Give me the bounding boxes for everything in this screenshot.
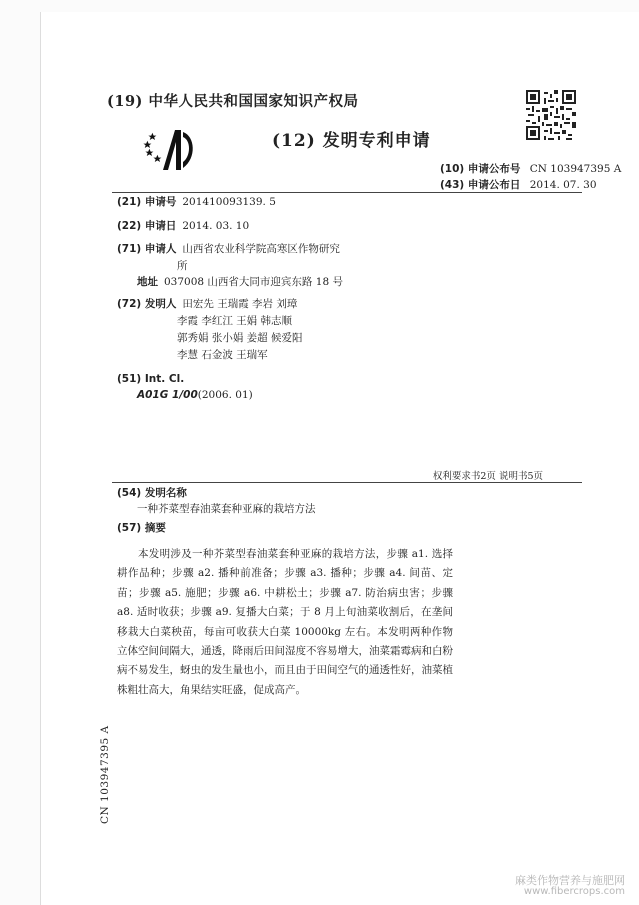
inventor-line2: 李霞 李红江 王娟 韩志顺 [177, 315, 293, 327]
address-value: 037008 山西省大同市迎宾东路 18 号 [164, 276, 343, 288]
publication-number [440, 161, 621, 176]
publication-date [440, 177, 597, 192]
int-cl-value [137, 388, 253, 403]
ipc-version: (2006. 01) [197, 389, 253, 401]
invention-title: 一种芥菜型春油菜套种亚麻的栽培方法 [137, 503, 316, 515]
application-number [117, 195, 276, 210]
application-number-value: 201410093139. 5 [182, 196, 276, 208]
pages-rule [112, 482, 582, 483]
address-label: 地址 [137, 276, 158, 288]
authority-header: (19) 中华人民共和国国家知识产权局 [107, 93, 359, 110]
publication-number-value: CN 103947395 A [529, 163, 622, 175]
applicant-value-line1: 山西省农业科学院高寒区作物研究 [182, 243, 340, 255]
inventor-line3: 郭秀娟 张小娟 姜超 候爱阳 [177, 332, 303, 344]
abstract-text [117, 545, 453, 700]
applicant-value-line2: 所 [177, 260, 188, 272]
filing-date-label: (22) 申请日 [117, 220, 177, 232]
watermark-title: 麻类作物营养与施肥网 [515, 874, 625, 887]
inventors [117, 297, 297, 312]
side-publication-number: CN 103947395 A [99, 725, 111, 824]
address [137, 275, 343, 290]
ipc-code: A01G 1/00 [137, 389, 198, 401]
document-type-header: (12) 发明专利申请 [272, 131, 431, 151]
title-label: (54) 发明名称 [117, 487, 187, 499]
filing-date-value: 2014. 03. 10 [182, 220, 250, 232]
applicant-label: (71) 申请人 [117, 243, 177, 255]
qr-code-icon [526, 90, 576, 140]
inventor-label: (72) 发明人 [117, 298, 177, 310]
filing-date [117, 219, 249, 234]
abstract-label: (57) 摘要 [117, 522, 166, 534]
abstract-paragraph: 本发明涉及一种芥菜型春油菜套种亚麻的栽培方法，步骤 a1. 选择耕作品种；步骤 a2. 播种前准备；步骤 a3. 播种；步骤 a4. 间苗、定苗；步骤 a5. 施肥；步骤 a6. 中耕松土；步骤 a7. 防治病虫害；步骤 a8. 适时收获；步骤 a9. 复播大白菜；于 8 月上旬油菜收割后，在垄间移栽大白菜秧苗，每亩可收获大白菜 10000kg 左右。本发明两种作物立体空间间隔大，通透，降雨后田间湿度不容易增大，油菜霜霉病和白粉病不易发生，蚜虫的发生量也小，而且由于田间空气的通透性好，油菜植株粗壮高大，角果结实旺盛，促成高产。 [117, 548, 453, 696]
inventor-line1: 田宏先 王瑞霞 李岩 刘璋 [182, 298, 298, 310]
application-number-label: (21) 申请号 [117, 196, 177, 208]
inventor-line4: 李慧 石金波 王瑞军 [177, 349, 268, 361]
publication-number-label: (10) 申请公布号 [440, 163, 521, 175]
int-cl-label: (51) Int. Cl. [117, 373, 185, 385]
header-rule [112, 192, 582, 193]
publication-date-value: 2014. 07. 30 [529, 179, 597, 191]
applicant [117, 242, 340, 257]
pages-info: 权利要求书2页 说明书5页 [432, 471, 543, 482]
watermark-url: www.fibercrops.com [523, 886, 625, 897]
publication-date-label: (43) 申请公布日 [440, 179, 521, 191]
cnipa-logo-icon [141, 128, 197, 172]
